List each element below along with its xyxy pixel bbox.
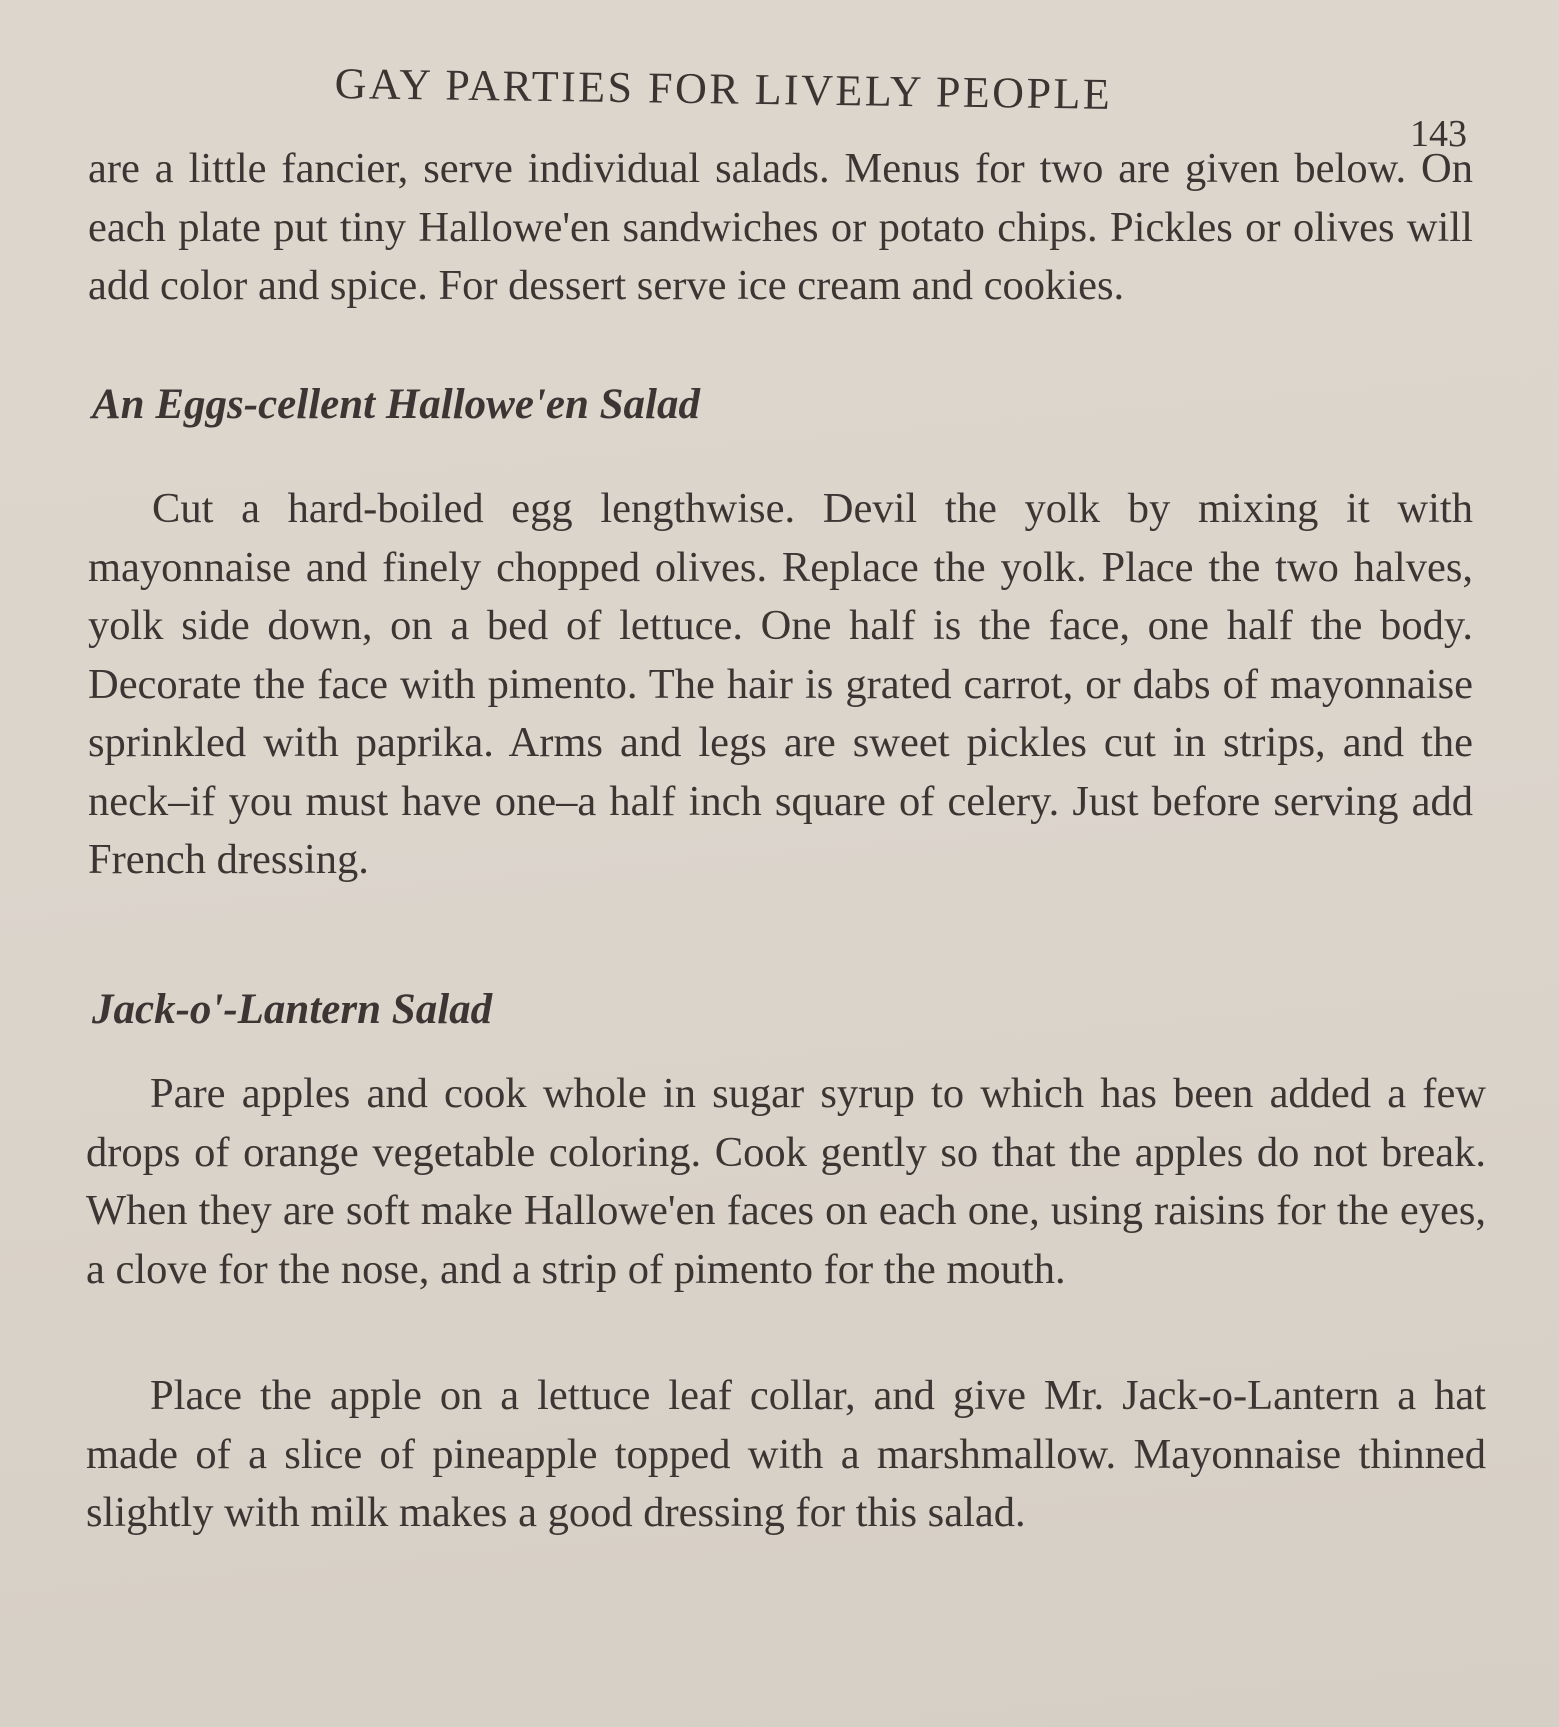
page-number: 143 bbox=[1410, 113, 1467, 155]
egg-salad-paragraph: Cut a hard-boiled egg lengthwise. Devil the yolk by mixing it with mayonnaise and finely chopped olives. Replace the yolk. Place the two halves, yolk side down, on a bed of lettuce. One half is the face, one half the body. Decorate the face with pimento. The hair is grated carrot, or dabs of mayonnaise sprinkled with paprika. Arms and legs are sweet pickles cut in strips, and the neck–if you must have one–a half inch square of celery. Just before serving add French dressing. bbox=[88, 485, 1473, 883]
section-heading-jack-salad: Jack-o'-Lantern Salad bbox=[92, 986, 493, 1033]
section-heading-egg-salad: An Eggs-cellent Hallowe'en Salad bbox=[92, 381, 701, 428]
jack-salad-paragraph-2: Place the apple on a lettuce leaf collar, and give Mr. Jack-o-Lantern a hat made of a slice of pineapple topped with a marshmallow. Mayonnaise thinned slightly with milk makes a good dressing for this salad. bbox=[86, 1372, 1486, 1536]
intro-paragraph: are a little fancier, serve individual salads. Menus for two are given below. On each plate put tiny Hallowe'en sandwiches or potato chips. Pickles or olives will add color and spice. For dessert serve ice cream and cookies. bbox=[88, 145, 1473, 309]
jack-salad-paragraph-1: Pare apples and cook whole in sugar syrup to which has been added a few drops of orange vegetable coloring. Cook gently so that the apples do not break. When they are soft make Hallowe'en faces on each one, using raisins for the eyes, a clove for the nose, and a strip of pimento for the mouth. bbox=[86, 1070, 1486, 1293]
running-head: GAY PARTIES FOR LIVELY PEOPLE bbox=[334, 58, 1113, 119]
